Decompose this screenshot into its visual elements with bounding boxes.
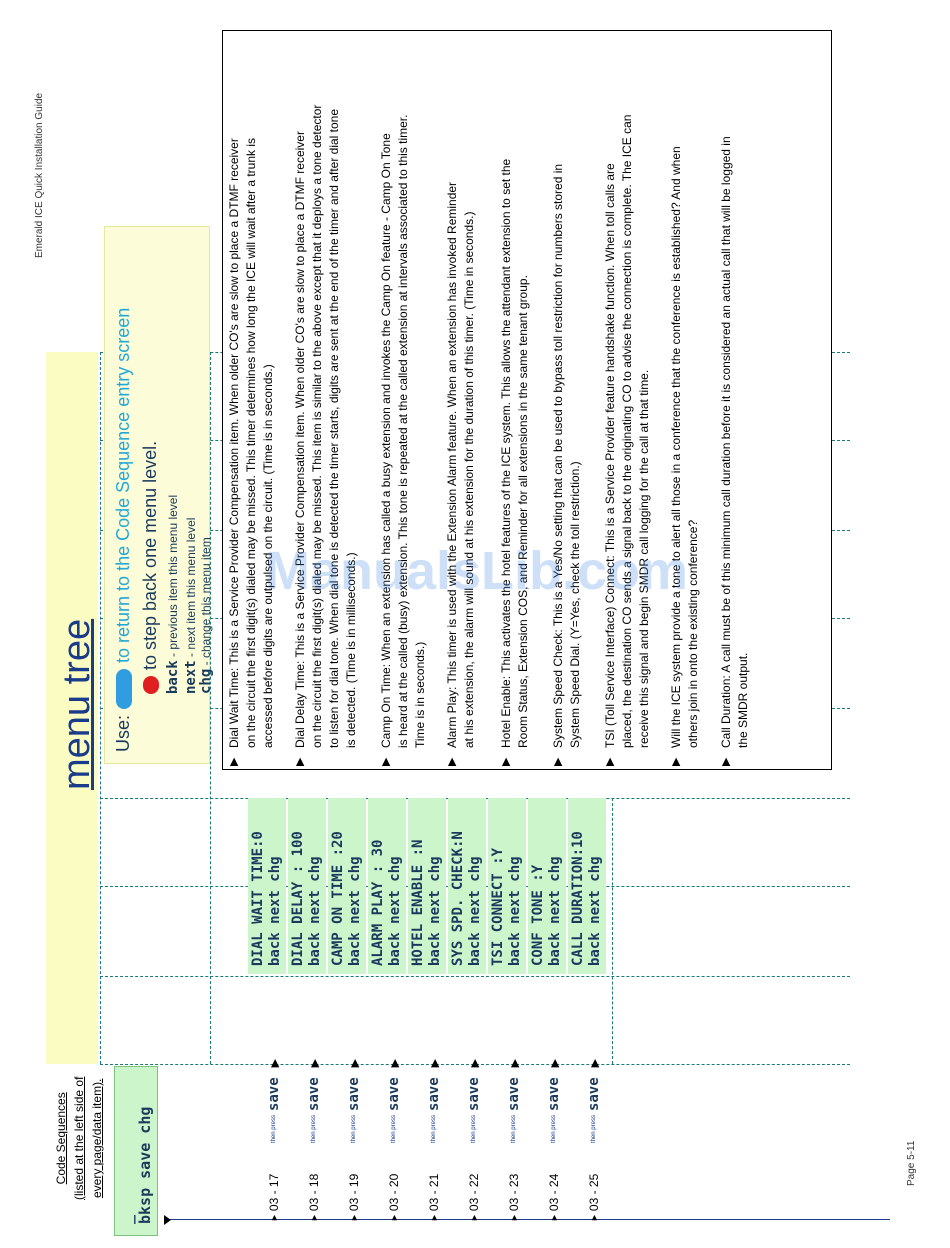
bullet-triangle-icon: ▶ <box>500 757 512 766</box>
lcd-line-2: back next chg <box>307 856 323 966</box>
save-key: save <box>426 1077 442 1112</box>
arrow-right-icon: ► <box>469 1213 479 1222</box>
lcd-display-text <box>490 848 524 966</box>
arrow-right-icon: ▶ <box>388 1058 401 1068</box>
row-code-sequence <box>546 1059 562 1222</box>
lcd-display-text <box>330 831 364 966</box>
lcd-display-text <box>570 831 604 966</box>
then-press-label: then press <box>551 1115 557 1144</box>
help-line-chg <box>198 537 214 694</box>
chg-key: chg <box>198 668 214 694</box>
code-number: 03 - 18 <box>307 1173 321 1212</box>
next-desc: - next item this menu level <box>184 517 198 657</box>
lcd-line-2: back next chg <box>347 856 363 966</box>
description-line: Camp On Time: When an extension has called a busy extension and invokes the Camp On feature - Camp On Tone <box>379 133 393 748</box>
code-number: 03 - 19 <box>347 1173 361 1212</box>
lcd-display-text <box>370 840 404 966</box>
bullet-triangle-icon: ▶ <box>604 757 616 766</box>
entry-cursor: _ <box>118 1214 136 1224</box>
lcd-line-2: back next chg <box>427 856 443 966</box>
code-number: 03 - 22 <box>467 1173 481 1212</box>
baseline-arrow-icon <box>164 1215 171 1225</box>
bullet-triangle-icon: ▶ <box>670 757 682 766</box>
arrow-right-icon: ► <box>429 1213 439 1222</box>
description-line: TSI (Toll Service Interface) Connect: This is a Service Provider feature handshake function. When toll calls are <box>603 163 617 748</box>
row-code-sequence <box>426 1059 442 1222</box>
then-press-label: then press <box>311 1115 317 1144</box>
help-line-return <box>113 308 134 752</box>
arrow-right-icon: ► <box>589 1213 599 1222</box>
lcd-line-2: back next chg <box>387 856 403 966</box>
arrow-right-icon: ▶ <box>348 1058 361 1068</box>
description-item <box>378 115 429 766</box>
help-line-back <box>165 495 181 694</box>
save-key: save <box>306 1077 322 1112</box>
arrow-right-icon: ► <box>269 1213 279 1222</box>
hold-button-icon <box>143 676 159 694</box>
description-item <box>292 105 360 766</box>
description-line: others join in onto the existing conference? <box>686 519 700 748</box>
description-line: Time is in seconds.) <box>413 641 427 748</box>
lcd-line-1: CONF TONE :Y <box>530 864 546 966</box>
back-desc: - previous item this menu level <box>166 494 180 657</box>
description-line: Will the ICE system provide a tone to alert all those in a conference that the conference is established? And when <box>669 146 683 748</box>
arrow-right-icon: ▶ <box>588 1058 601 1068</box>
then-press-label: then press <box>351 1115 357 1144</box>
save-key: save <box>546 1077 562 1112</box>
code-number: 03 - 20 <box>387 1173 401 1212</box>
lcd-line-1: ALARM PLAY : 30 <box>370 839 386 966</box>
save-key: save <box>586 1077 602 1112</box>
save-key: save <box>506 1077 522 1112</box>
then-press-label: then press <box>471 1115 477 1144</box>
lcd-display-text <box>530 856 564 966</box>
description-item <box>444 182 478 766</box>
code-number: 03 - 17 <box>267 1173 281 1212</box>
row-code-sequence <box>306 1059 322 1222</box>
description-line: Dial Delay Time: This is a Service Provider Compensation item. When older CO's are slow to place a DTMF receiver <box>293 131 307 748</box>
next-key: next <box>183 660 199 694</box>
code-button-icon <box>116 669 132 709</box>
lcd-display-text <box>250 831 284 966</box>
save-key: save <box>466 1077 482 1112</box>
lcd-line-2: back next chg <box>467 856 483 966</box>
then-press-label: then press <box>271 1115 277 1144</box>
code-sequences-label: Code Sequences (listed at the left side of every page/data item). <box>54 1076 104 1200</box>
banner-title: menu tree <box>56 618 98 790</box>
lcd-line-2: back next chg <box>587 856 603 966</box>
then-press-label: then press <box>591 1115 597 1144</box>
description-item <box>718 136 752 766</box>
lcd-line-1: CALL DURATION:10 <box>570 831 586 966</box>
description-line: Hotel Enable: This activates the hotel features of the ICE system. This allows the attendant extension to set the <box>499 158 513 748</box>
description-line: is heard at the called (busy) extension. This tone is repeated at the called extension at intervals associated to this timer. <box>396 114 410 748</box>
bullet-triangle-icon: ▶ <box>552 757 564 766</box>
code-number: 03 - 24 <box>547 1173 561 1212</box>
description-line: placed, the destination CO sends a signal back to the originating CO to advise the connection is complete. The ICE can <box>620 114 634 748</box>
lcd-display-text <box>290 831 324 966</box>
row-code-sequence <box>586 1059 602 1222</box>
back-key: back <box>165 660 181 694</box>
arrow-right-icon: ► <box>309 1213 319 1222</box>
page-number: Page 5-11 <box>906 1140 917 1186</box>
description-line: is detected. (Time is in milliseconds.) <box>344 552 358 748</box>
code-number: 03 - 23 <box>507 1173 521 1212</box>
save-key: save <box>266 1077 282 1112</box>
description-line: Alarm Play: This timer is used with the Extension Alarm feature. When an extension has invoked Reminder <box>445 181 459 748</box>
help-line-chg-clip <box>198 516 214 694</box>
use-label: Use: <box>113 714 133 752</box>
bullet-triangle-icon: ▶ <box>228 757 240 766</box>
arrow-right-icon: ► <box>509 1213 519 1222</box>
guide-title: Emerald ICE Quick Installation Guide <box>34 92 45 258</box>
code-number: 03 - 25 <box>587 1173 601 1212</box>
description-line: Call Duration: A call must be of this minimum call duration before it is considered an actual call that will be logged in <box>719 136 733 748</box>
description-line: accessed before digits are outpulsed on the circuit. (Time is in seconds.) <box>261 364 275 748</box>
arrow-right-icon: ► <box>549 1213 559 1222</box>
lcd-line-2: back next chg <box>267 856 283 966</box>
lcd-line-1: TSI CONNECT :Y <box>490 847 506 966</box>
lcd-line-1: HOTEL ENABLE :N <box>410 839 426 966</box>
entry-softkeys: bksp save chg <box>136 1106 154 1224</box>
description-line: the SMDR output. <box>736 652 750 748</box>
arrow-right-icon: ▶ <box>548 1058 561 1068</box>
arrow-right-icon: ▶ <box>308 1058 321 1068</box>
lcd-line-1: SYS SPD. CHECK:N <box>450 831 466 966</box>
row-code-sequence <box>386 1059 402 1222</box>
bullet-triangle-icon: ▶ <box>294 757 306 766</box>
lcd-display-text <box>410 840 444 966</box>
code-number: 03 - 21 <box>427 1173 441 1212</box>
lcd-line-1: DIAL WAIT TIME:0 <box>250 831 266 966</box>
then-press-label: then press <box>391 1115 397 1144</box>
description-line: Dial Wait Time: This is a Service Provider Compensation item. When older CO's are slow to place a DTMF receiver <box>227 138 241 748</box>
save-key: save <box>386 1077 402 1112</box>
description-line: Room Status, Extension COS, and Reminder for all extensions in the same tenant group. <box>516 275 530 748</box>
lcd-line-1: DIAL DELAY : 100 <box>290 831 306 966</box>
lcd-line-2: back next chg <box>547 856 563 966</box>
bullet-triangle-icon: ▶ <box>380 757 392 766</box>
row-code-sequence <box>266 1059 282 1222</box>
arrow-right-icon: ► <box>389 1213 399 1222</box>
description-line: System Speed Check: This is a Yes/No setting that can be used to bypass toll restriction for numbers stored in <box>551 163 565 748</box>
description-line: on the circuit the first digit(s) dialed may be missed. This timer determines how long the ICE will wait after a trunk is <box>244 137 258 748</box>
description-item <box>602 115 653 766</box>
description-item <box>498 159 532 766</box>
lcd-line-2: back next chg <box>507 856 523 966</box>
step-back-text: to step back one menu level. <box>140 440 160 670</box>
arrow-right-icon: ▶ <box>468 1058 481 1068</box>
description-item <box>226 138 277 766</box>
bullet-triangle-icon: ▶ <box>720 757 732 766</box>
entry-lcd-text <box>118 1107 154 1224</box>
return-text: to return to the Code Sequence entry screen <box>113 307 133 663</box>
description-line: System Speed Dial. (Y=Yes, check the toll restriction.) <box>568 461 582 748</box>
help-line-next <box>183 518 199 694</box>
description-line: on the circuit the first digit(s) dialed may be missed. This item is similar to the above except that it deploys a tone detector <box>310 104 324 748</box>
then-press-label: then press <box>511 1115 517 1144</box>
description-line: to listen for dial tone. When dial tone is detected the timer starts, digits are sent at the end of the timer and after dial tone <box>327 108 341 748</box>
help-line-step-back <box>140 441 161 694</box>
arrow-right-icon: ▶ <box>428 1058 441 1068</box>
arrow-right-icon: ▶ <box>268 1058 281 1068</box>
lcd-line-1: CAMP ON TIME :20 <box>330 831 346 966</box>
then-press-label: then press <box>431 1115 437 1144</box>
watermark: ManualsLib.com <box>265 541 689 601</box>
row-code-sequence <box>346 1059 362 1222</box>
description-item <box>668 146 702 766</box>
save-key: save <box>346 1077 362 1112</box>
row-code-sequence <box>506 1059 522 1222</box>
row-code-sequence <box>466 1059 482 1222</box>
lcd-display-text <box>450 831 484 966</box>
description-line: receive this signal and begin SMDR call logging for the call at that time. <box>637 369 651 748</box>
bullet-triangle-icon: ▶ <box>446 757 458 766</box>
description-item <box>550 164 584 766</box>
chg-desc: - change this menu item <box>199 537 213 666</box>
arrow-right-icon: ► <box>349 1213 359 1222</box>
description-line: at his extension, the alarm will sound at his extension for the duration of this timer. (Time in seconds.) <box>462 211 476 748</box>
arrow-right-icon: ▶ <box>508 1058 521 1068</box>
